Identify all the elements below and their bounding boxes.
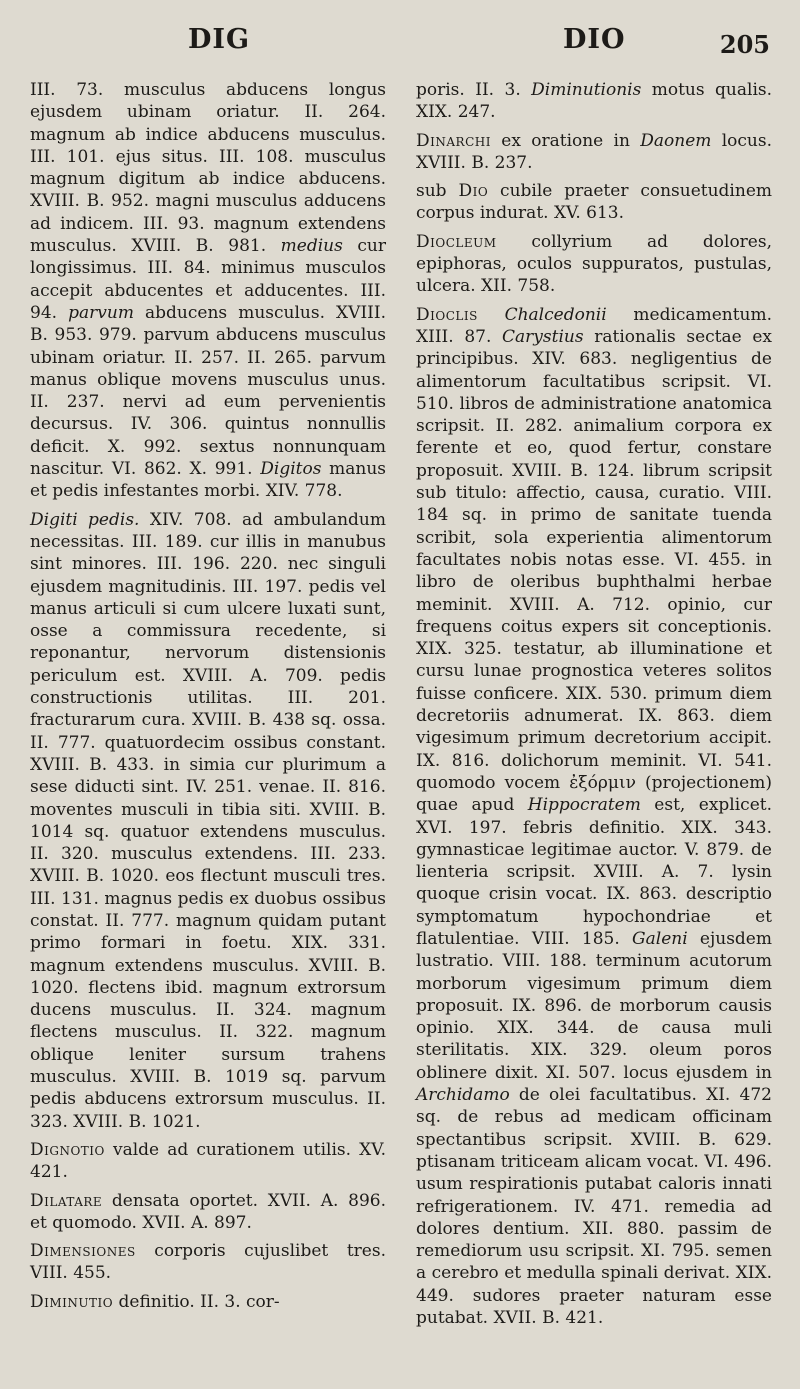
entry-text: abducens musculus. XVIII. B. 953. 979. parvum abducens musculus ubinam oriatur. II. 257. II. 265. parvum manus oblique movens musculus unus. II. 237. nervi ad eum pervenientis decursus. IV. 306. quintus nonnullis deficit. X. 992. sextus nonnunquam nascitur. VI. 862. X. 991. [30, 302, 386, 480]
entry-text: definitio. II. 3. cor- [113, 1291, 280, 1312]
entry-text: medicamentum. XIII. 87. [416, 304, 773, 347]
entry-text: densata oportet. XVII. A. 896. et quomodo. XVII. A. 897. [30, 1190, 386, 1233]
lemma: Dilatare [30, 1190, 103, 1211]
italic-term: Digiti pedis. [30, 509, 140, 530]
running-header [0, 24, 800, 68]
index-entry [416, 180, 772, 225]
italic-term: Daonem [640, 130, 712, 151]
lemma: Diocleum [416, 231, 497, 252]
index-entry [416, 79, 772, 124]
index-entry [30, 1190, 386, 1235]
lemma: Dimensiones [30, 1241, 136, 1262]
index-entry [30, 1291, 386, 1313]
lemma: Diminutio [30, 1291, 114, 1312]
entry-text: ejusdem lustratio. VIII. 188. terminum acutorum morborum vigesimum primum diem proposuit. IX. 896. de morborum causis opinio. XIX. 344. de causa muli sterilitatis. XIX. 329. oleum poros oblinere dixit. XI. 507. locus ejusdem in [416, 928, 772, 1083]
italic-term: Galeni [632, 928, 688, 949]
header-left-guide-word: DIG [188, 24, 251, 55]
entry-text: est, explicet. XVI. 197. febris definitio. XIX. 343. gymnasticae legitimae auctor. V. 879. de lienteria scripsit. XVIII. A. 7. lysin quoque crisin vocat. IX. 863. descriptio symptomatum hypochondriae et flatulentiae. VIII. 185. [416, 795, 772, 949]
entry-text: ex oratione in [490, 130, 641, 151]
entry-text: (projectionem) quae apud [416, 772, 772, 816]
lemma: Dignotio [30, 1139, 105, 1160]
entry-text [478, 305, 505, 325]
entry-text: cur longissimus. III. 84. minimus musculos accepit abducentes et adducentes. III. 94. [30, 236, 387, 323]
entry-text: poris. II. 3. [416, 80, 532, 100]
index-entry [416, 304, 772, 1330]
lemma: Dio [458, 181, 489, 202]
entry-text: collyrium ad dolores, epiphoras, oculos suppuratos, pustulas, ulcera. XII. 758. [416, 231, 772, 297]
entry-text: corporis cujuslibet tres. VIII. 455. [30, 1241, 386, 1284]
entry-text: locus. XVIII. B. 237. [416, 130, 772, 173]
italic-term: Chalcedonii [504, 304, 607, 325]
entry-text: de olei facultatibus. XI. 472 sq. de rebus ad medicam officinam spectantibus scripsit. XVIII. B. 629. ptisanam triticeam alicam vocat. VI. 496. usum respirationis putabat caloris innati refrigerationem. IV. 471. remedia ad dolores dentium. XII. 880. passim de remediorum usu scripsit. XI. 795. semen a cerebro et medulla spinali derivat. XIX. 449. sudores praeter naturam esse putabat. XVII. B. 421. [416, 1085, 772, 1329]
entry-text: cubile praeter consuetudinem corpus indurat. XV. 613. [416, 181, 773, 224]
index-entry [30, 1139, 386, 1184]
italic-term: Archidamo [416, 1085, 510, 1106]
entry-text: ἐξόρμιν [569, 772, 636, 793]
page-number: 205 [719, 30, 770, 59]
index-entry [416, 231, 772, 298]
italic-term: Digitos [260, 459, 322, 480]
italic-term: Carystius [502, 326, 584, 347]
italic-term: medius [280, 236, 343, 257]
header-right-guide-word: DIO [563, 24, 626, 55]
right-column [416, 79, 772, 1335]
index-entry [30, 509, 386, 1133]
italic-term: Hippocratem [527, 795, 641, 816]
left-column [30, 79, 386, 1319]
index-entry [416, 130, 772, 175]
lemma: Dinarchi [416, 130, 491, 151]
index-entry [30, 79, 386, 503]
index-entry [30, 1240, 386, 1285]
entry-text: sub [416, 181, 459, 202]
entry-text: motus qualis. XIX. 247. [416, 80, 773, 123]
entry-text: III. 73. musculus abducens longus ejusdem ubinam oriatur. II. 264. magnum ab indice abducens musculus. III. 101. ejus situs. III. 108. musculus magnum digitum ab indice abducens. XVIII. B. 952. magni musculus adducens ad indicem. III. 93. magnum extendens musculus. XVIII. B. 981. [30, 80, 386, 257]
entry-text: rationalis sectae ex principibus. XIV. 683. negligentius de alimentorum facultatibus scripsit. VI. 510. libros de administratione anatomica scripsit. II. 282. animalium corpora ex ferente et eo, quod fertur, constare proposuit. XVIII. B. 124. librum scripsit sub titulo: affectio, causa, curatio. VIII. 184 sq. in primo de sanitate tuenda scribit, sola experientia alimentorum facultates nobis notas esse. VI. 455. in libro de oleribus buphthalmi herbae meminit. XVIII. A. 712. opinio, cur frequens coitus expers sit conceptionis. XIX. 325. testatur, ab illuminatione et cursu lunae prognostica veteres solitos fuisse conficere. XIX. 530. primum diem decretoriis adnumerat. IX. 863. diem vigesimum primum decretorium accipit. IX. 816. dolichorum meminit. VI. 541. quomodo vocem [416, 326, 773, 793]
entry-text: XIV. 708. ad ambulandum necessitas. III. 189. cur illis in manubus sint minores. III. 196. 220. nec singuli ejusdem magnitudinis. III. 197. pedis vel manus articuli si cum ulcere luxati sunt, osse a commissura recedente, si reponantur, nervorum distensionis periculum est. XVIII. A. 709. pedis constructionis utilitas. III. 201. fracturarum cura. XVIII. B. 438 sq. ossa. II. 777. quatuordecim ossibus constant. XVIII. B. 433. in simia cur plurimum a sese diducti sint. IV. 251. venae. II. 816. moventes musculi in tibia siti. XVIII. B. 1014 sq. quatuor extendens musculus. II. 320. musculus extendens. III. 233. XVIII. B. 1020. eos flectunt musculi tres. III. 131. magnus pedis ex duobus ossibus constat. II. 777. magnum quidam putant primo formari in foetu. XIX. 331. magnum extendens musculus. XVIII. B. 1020. flectens ibid. magnum extrorsum ducens musculus. II. 324. magnum flectens musculus. II. 322. magnum oblique leniter sursum trahens musculus. XVIII. B. 1019 sq. parvum pedis abducens extrorsum musculus. II. 323. XVIII. B. 1021. [30, 509, 386, 1132]
italic-term: parvum [68, 302, 134, 323]
italic-term: Diminutionis [531, 80, 642, 100]
entry-text: valde ad curationem utilis. XV. 421. [30, 1139, 386, 1183]
entry-text: manus et pedis infestantes morbi. XIV. 778. [30, 459, 386, 502]
lemma: Dioclis [416, 304, 478, 325]
